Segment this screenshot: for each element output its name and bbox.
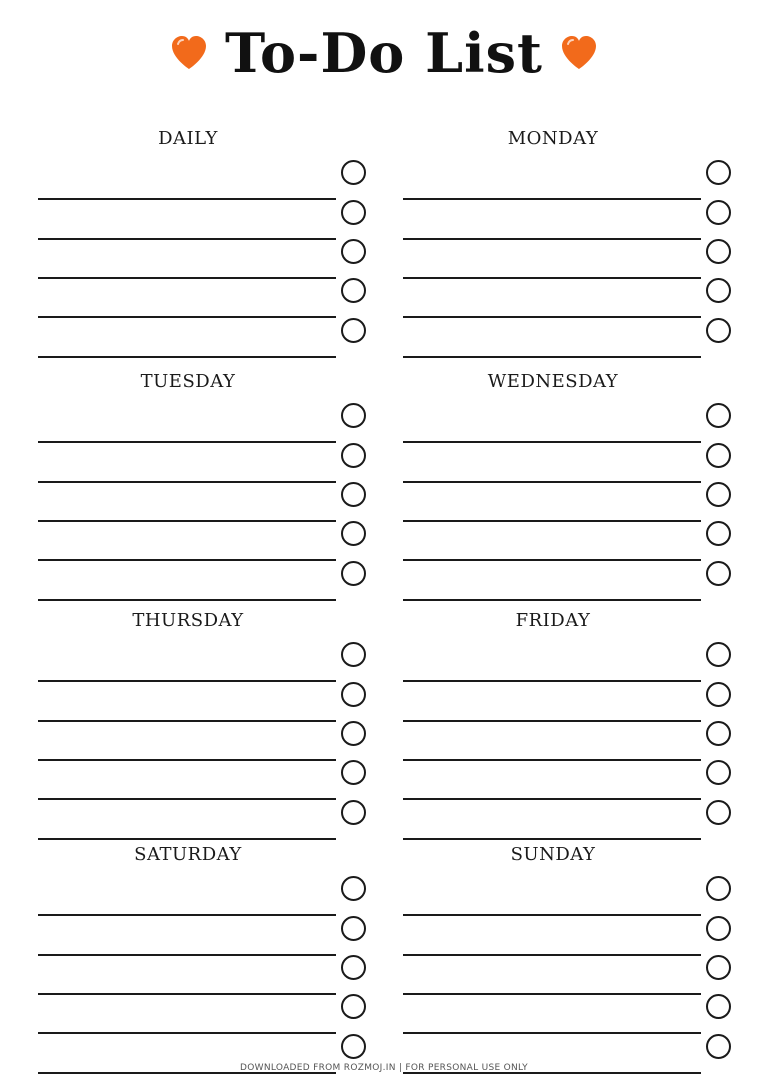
task-checkbox[interactable] — [341, 482, 366, 507]
task-row — [38, 278, 373, 318]
task-checkbox[interactable] — [341, 521, 366, 546]
task-row — [403, 916, 738, 956]
task-row — [38, 876, 373, 916]
task-line[interactable] — [403, 599, 701, 601]
task-row — [38, 318, 373, 358]
section-title: DAILY — [158, 128, 218, 149]
section-thursday — [38, 610, 373, 842]
task-checkbox[interactable] — [706, 876, 731, 901]
task-row — [403, 443, 738, 483]
task-row — [403, 561, 738, 601]
task-row — [38, 955, 373, 995]
task-row — [38, 443, 373, 483]
task-row — [403, 239, 738, 279]
task-checkbox[interactable] — [706, 443, 731, 468]
task-row — [403, 318, 738, 358]
task-row — [38, 682, 373, 722]
task-line[interactable] — [38, 599, 336, 601]
task-checkbox[interactable] — [341, 876, 366, 901]
task-checkbox[interactable] — [706, 239, 731, 264]
task-checkbox[interactable] — [706, 1034, 731, 1059]
section-title: MONDAY — [507, 128, 599, 149]
task-checkbox[interactable] — [341, 642, 366, 667]
task-row — [403, 876, 738, 916]
task-row — [403, 482, 738, 522]
task-row — [38, 994, 373, 1034]
section-sunday — [403, 844, 738, 1076]
task-line[interactable] — [403, 356, 701, 358]
task-checkbox[interactable] — [341, 1034, 366, 1059]
task-checkbox[interactable] — [706, 642, 731, 667]
task-checkbox[interactable] — [706, 521, 731, 546]
page-header — [0, 18, 768, 88]
task-row — [38, 239, 373, 279]
heart-icon — [559, 33, 599, 73]
task-row — [403, 800, 738, 840]
task-checkbox[interactable] — [706, 482, 731, 507]
section-saturday — [38, 844, 373, 1076]
task-row — [403, 721, 738, 761]
task-checkbox[interactable] — [341, 200, 366, 225]
task-checkbox[interactable] — [341, 160, 366, 185]
task-row — [38, 760, 373, 800]
task-checkbox[interactable] — [706, 955, 731, 980]
section-title: THURSDAY — [132, 610, 244, 631]
task-checkbox[interactable] — [706, 278, 731, 303]
heart-icon — [169, 33, 209, 73]
task-line[interactable] — [403, 838, 701, 840]
task-checkbox[interactable] — [341, 760, 366, 785]
task-checkbox[interactable] — [341, 561, 366, 586]
task-checkbox[interactable] — [341, 994, 366, 1019]
task-checkbox[interactable] — [706, 318, 731, 343]
section-title: TUESDAY — [140, 371, 236, 392]
section-wednesday — [403, 371, 738, 603]
task-row — [38, 721, 373, 761]
task-line[interactable] — [38, 838, 336, 840]
page-title: To-Do List — [225, 21, 543, 85]
task-row — [403, 403, 738, 443]
task-row — [38, 800, 373, 840]
task-checkbox[interactable] — [341, 721, 366, 746]
task-row — [403, 682, 738, 722]
task-row — [38, 521, 373, 561]
task-checkbox[interactable] — [706, 760, 731, 785]
task-checkbox[interactable] — [341, 318, 366, 343]
task-checkbox[interactable] — [341, 403, 366, 428]
task-row — [403, 642, 738, 682]
task-row — [38, 160, 373, 200]
section-monday — [403, 128, 738, 360]
task-row — [403, 160, 738, 200]
task-checkbox[interactable] — [341, 800, 366, 825]
footer-note: DOWNLOADED FROM ROZMOJ.IN | FOR PERSONAL USE ONLY — [240, 1063, 528, 1073]
section-tuesday — [38, 371, 373, 603]
task-checkbox[interactable] — [341, 443, 366, 468]
task-checkbox[interactable] — [341, 916, 366, 941]
task-row — [403, 200, 738, 240]
task-row — [403, 955, 738, 995]
task-checkbox[interactable] — [706, 403, 731, 428]
task-row — [38, 561, 373, 601]
task-checkbox[interactable] — [706, 160, 731, 185]
task-row — [38, 642, 373, 682]
task-row — [403, 521, 738, 561]
task-checkbox[interactable] — [706, 561, 731, 586]
section-friday — [403, 610, 738, 842]
task-row — [403, 994, 738, 1034]
task-row — [38, 403, 373, 443]
task-checkbox[interactable] — [706, 682, 731, 707]
task-checkbox[interactable] — [706, 800, 731, 825]
task-line[interactable] — [38, 356, 336, 358]
section-daily — [38, 128, 373, 360]
task-checkbox[interactable] — [706, 994, 731, 1019]
section-title: WEDNESDAY — [487, 371, 619, 392]
task-row — [403, 760, 738, 800]
task-checkbox[interactable] — [706, 721, 731, 746]
task-checkbox[interactable] — [341, 682, 366, 707]
section-title: SATURDAY — [134, 844, 242, 865]
task-checkbox[interactable] — [706, 916, 731, 941]
task-checkbox[interactable] — [706, 200, 731, 225]
task-checkbox[interactable] — [341, 278, 366, 303]
task-row — [38, 200, 373, 240]
task-checkbox[interactable] — [341, 955, 366, 980]
task-row — [38, 916, 373, 956]
task-row — [403, 278, 738, 318]
section-title: SUNDAY — [510, 844, 596, 865]
task-checkbox[interactable] — [341, 239, 366, 264]
section-title: FRIDAY — [515, 610, 591, 631]
task-row — [38, 482, 373, 522]
